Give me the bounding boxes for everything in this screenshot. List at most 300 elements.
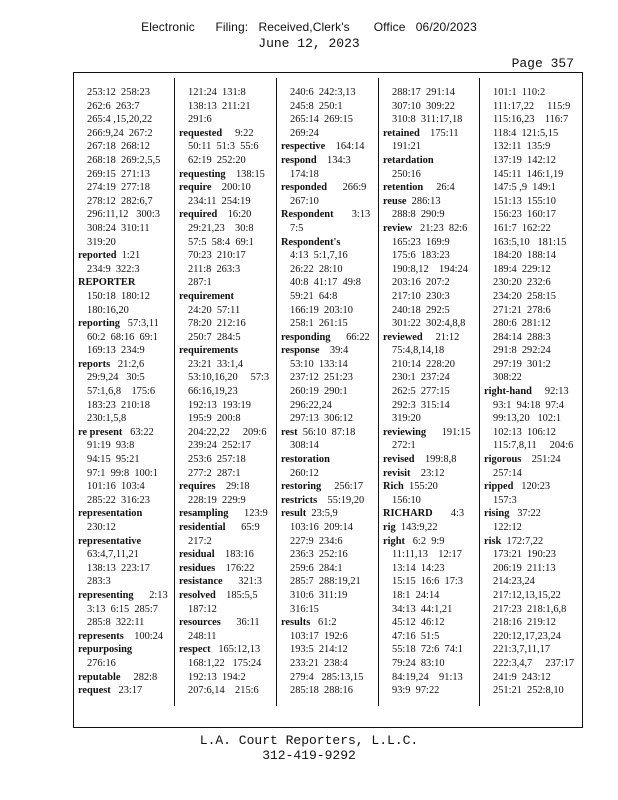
index-reference-line	[383, 630, 477, 644]
index-reference-line	[484, 100, 580, 114]
index-reference-line	[281, 249, 376, 263]
page-line-refs: 278:12 282:6,7	[87, 195, 153, 207]
index-term: representing	[78, 589, 134, 601]
index-term: representation	[78, 508, 143, 520]
page-line-refs: 99:13,20 102:1	[493, 413, 562, 425]
page-line-refs: 23:5,9	[306, 508, 338, 520]
filing-stamp: Electronic Filing: Received,Clerk's Office 06/20/2023	[141, 20, 477, 34]
index-entry	[78, 507, 172, 521]
index-reference-line	[78, 263, 172, 277]
index-reference-line	[179, 236, 274, 250]
index-reference-line	[383, 263, 477, 277]
index-reference-line	[281, 263, 376, 277]
index-reference-line	[179, 86, 274, 100]
index-reference-line	[179, 385, 274, 399]
index-reference-line	[383, 86, 477, 100]
page-line-refs: 240:6 242:3,13	[290, 87, 356, 98]
page-line-refs: 24:20 57:11	[188, 304, 241, 316]
page-line-refs: 250:7 284:5	[188, 331, 241, 343]
index-entry	[179, 562, 274, 576]
index-reference-line	[484, 222, 580, 236]
page-line-refs: 11:11,13 12:17	[392, 549, 462, 561]
page-line-refs: 56:10 87:18	[297, 426, 356, 438]
page-line-refs: 258:1 261:15	[290, 318, 348, 330]
index-reference-line	[484, 657, 580, 671]
index-reference-line	[484, 371, 580, 385]
page-line-refs: 121:24 131:8	[188, 87, 246, 98]
index-term: represents	[78, 630, 124, 642]
index-reference-line	[179, 494, 274, 508]
index-entry	[383, 127, 477, 141]
index-reference-line	[281, 276, 376, 290]
page-line-refs: 262:6 263:7	[87, 100, 140, 112]
index-reference-line	[383, 494, 477, 508]
index-reference-line	[484, 562, 580, 576]
page-line-refs: 271:21 278:6	[493, 304, 551, 316]
index-reference-line	[281, 385, 376, 399]
page-line-refs: 321:3	[222, 576, 262, 588]
page-line-refs: 93:1 94:18 97:4	[493, 399, 565, 411]
page-line-refs: 6:2 9:9	[404, 535, 445, 547]
page-line-refs: 57:3,11	[119, 318, 159, 330]
index-reference-line	[484, 195, 580, 209]
index-term: responded	[281, 182, 328, 194]
index-reference-line	[179, 100, 274, 114]
index-reference-line	[383, 317, 477, 331]
page-line-refs: 269:24	[290, 127, 319, 139]
index-entry	[281, 426, 376, 440]
page-line-refs: 39:4	[319, 345, 349, 357]
page-line-refs: 218:16 219:12	[493, 617, 556, 629]
page-line-refs: 34:13 44:1,21	[392, 603, 453, 615]
page-line-refs: 145:11 146:1,19	[493, 168, 564, 180]
page-line-refs: 277:2 287:1	[188, 467, 241, 479]
page-line-refs: 319:20	[87, 236, 116, 248]
index-reference-line	[484, 127, 580, 141]
index-entry	[78, 630, 172, 644]
index-term: rigorous	[484, 454, 522, 466]
index-term: request	[78, 685, 111, 697]
page-line-refs: 55:18 72:6 74:1	[392, 644, 464, 656]
page-line-refs: 266:9,24 267:2	[87, 127, 153, 139]
index-reference-line	[484, 344, 580, 358]
index-reference-line	[383, 358, 477, 372]
page-line-refs: 185:5,5	[215, 589, 258, 601]
index-reference-line	[484, 643, 580, 657]
index-reference-line	[383, 616, 477, 630]
index-entry	[179, 643, 274, 657]
page-line-refs: 61:2	[310, 617, 337, 629]
page-line-refs: 16:20	[217, 209, 252, 221]
index-reference-line	[281, 535, 376, 549]
page-line-refs: 253:12 258:23	[87, 87, 150, 98]
index-term: Respondent	[281, 209, 334, 221]
index-entry	[179, 521, 274, 535]
page-line-refs: 200:10	[211, 182, 251, 194]
index-entry	[383, 453, 477, 467]
page-line-refs: 292:3 315:14	[392, 399, 450, 411]
page-line-refs: 297:13 306:12	[290, 413, 353, 425]
index-reference-line	[179, 412, 274, 426]
index-term: reviewing	[383, 426, 427, 438]
index-reference-line	[484, 249, 580, 263]
page-line-refs: 285:8 322:11	[87, 617, 145, 629]
index-reference-line	[383, 589, 477, 603]
index-entry	[179, 181, 274, 195]
page-line-refs: 268:18 269:2,5,5	[87, 154, 161, 166]
index-reference-line	[281, 671, 376, 685]
page-line-refs: 18:1 24:14	[392, 589, 440, 601]
page-line-refs: 176:22	[215, 562, 255, 574]
page-line-refs: 164:14	[325, 141, 365, 153]
page-line-refs: 155:20	[403, 481, 438, 493]
index-term: revisit	[383, 467, 411, 479]
index-reference-line	[179, 671, 274, 685]
index-reference-line	[78, 331, 172, 345]
page-line-refs: 57:1,6,8 175:6	[87, 386, 156, 398]
index-reference-line	[484, 276, 580, 290]
index-reference-line	[484, 113, 580, 127]
page-number: Page 357	[511, 56, 574, 71]
page-line-refs: 132:11 135:9	[493, 141, 551, 153]
page-line-refs: 296:22,24	[290, 399, 332, 411]
page-line-refs: 184:20 188:14	[493, 250, 556, 262]
index-reference-line	[484, 426, 580, 440]
page-line-refs: 166:19 203:10	[290, 304, 353, 316]
page-line-refs: 40:8 41:17 49:8	[290, 277, 362, 289]
page-line-refs: 193:5 214:12	[290, 644, 348, 656]
index-reference-line	[484, 236, 580, 250]
page-line-refs: 285:18 288:16	[290, 685, 353, 697]
index-reference-line	[78, 494, 172, 508]
index-term: requested	[179, 127, 223, 139]
index-entry	[281, 616, 376, 630]
page-line-refs: 307:10 309:22	[392, 100, 455, 112]
page-line-refs: 316:15	[290, 603, 319, 615]
page-line-refs: 245:8 250:1	[290, 100, 343, 112]
index-entry	[484, 453, 580, 467]
index-reference-line	[484, 589, 580, 603]
page-line-refs: 239:24 252:17	[188, 440, 251, 452]
index-reference-line	[383, 439, 477, 453]
index-term: rest	[281, 426, 298, 438]
index-entry	[281, 331, 376, 345]
index-reference-line	[383, 399, 477, 413]
page-line-refs: 260:12	[290, 467, 319, 479]
index-reference-line	[383, 643, 477, 657]
index-reference-line	[78, 399, 172, 413]
index-reference-line	[78, 100, 172, 114]
index-reference-line	[484, 671, 580, 685]
index-term: REPORTER	[78, 277, 136, 289]
index-reference-line	[484, 603, 580, 617]
index-entry	[281, 480, 376, 494]
page-line-refs: 63:4,7,11,21	[87, 549, 139, 561]
page-line-refs: 241:9 243:12	[493, 671, 551, 683]
index-reference-line	[78, 439, 172, 453]
index-reference-line	[383, 385, 477, 399]
page-line-refs: 262:5 277:15	[392, 386, 450, 398]
page-line-refs: 66:16,19,23	[188, 386, 238, 398]
index-reference-line	[281, 399, 376, 413]
page-line-refs: 7:5	[290, 222, 304, 234]
page-line-refs: 143:9,22	[395, 522, 438, 533]
page-line-refs: 266:9	[327, 182, 367, 194]
index-term: resolved	[179, 589, 216, 601]
page-line-refs: 210:14 228:20	[392, 358, 455, 370]
index-entry	[383, 426, 477, 440]
index-reference-line	[78, 140, 172, 154]
page-line-refs: 103:16 209:14	[290, 522, 353, 533]
index-entry	[484, 535, 580, 549]
index-term: rig	[383, 522, 396, 533]
page-line-refs: 91:19 93:8	[87, 440, 135, 452]
page-line-refs: 21:12	[422, 331, 460, 343]
index-reference-line	[78, 181, 172, 195]
index-entry	[383, 507, 477, 521]
index-reference-line	[179, 140, 274, 154]
index-reference-line	[78, 467, 172, 481]
index-term: reuse	[383, 195, 407, 207]
index-column-5	[484, 86, 580, 708]
index-entry	[78, 589, 172, 603]
index-reference-line	[484, 154, 580, 168]
index-entry	[78, 671, 172, 685]
index-reference-line	[383, 684, 477, 698]
index-term: right	[383, 535, 405, 547]
index-term: requirement	[179, 290, 235, 302]
index-entry	[78, 535, 172, 549]
index-term: respective	[281, 141, 326, 153]
page-line-refs: 102:13 106:12	[493, 426, 556, 438]
index-entry	[179, 127, 274, 141]
index-reference-line	[484, 208, 580, 222]
index-reference-line	[281, 467, 376, 481]
index-entry	[281, 208, 376, 222]
page-line-refs: 191:21	[392, 141, 421, 153]
index-reference-line	[383, 304, 477, 318]
index-reference-line	[78, 562, 172, 576]
index-reference-line	[179, 453, 274, 467]
index-term: resistance	[179, 576, 223, 588]
page-line-refs: 230:20 232:6	[493, 277, 551, 289]
index-term: review	[383, 222, 413, 234]
page-line-refs: 65:9	[225, 522, 260, 533]
index-term: reputable	[78, 671, 121, 683]
index-term: representative	[78, 535, 142, 547]
index-reference-line	[281, 630, 376, 644]
page-line-refs: 230:1 237:24	[392, 372, 450, 384]
index-reference-line	[179, 154, 274, 168]
index-entry	[179, 480, 274, 494]
index-entry	[179, 208, 274, 222]
page-line-refs: 151:13 155:10	[493, 195, 556, 207]
page-line-refs: 279:4 285:13,15	[290, 671, 364, 683]
index-reference-line	[281, 562, 376, 576]
index-reference-line	[281, 657, 376, 671]
index-reference-line	[78, 290, 172, 304]
index-reference-line	[281, 168, 376, 182]
index-reference-line	[179, 331, 274, 345]
index-reference-line	[281, 684, 376, 698]
page-line-refs: 310:6 311:19	[290, 589, 348, 601]
index-reference-line	[281, 358, 376, 372]
index-entry	[281, 453, 376, 467]
index-reference-line	[179, 371, 274, 385]
index-entry	[179, 548, 274, 562]
page-line-refs: 291:6	[188, 114, 212, 126]
index-entry	[281, 154, 376, 168]
index-reference-line	[78, 127, 172, 141]
index-entry	[383, 154, 477, 168]
index-reference-line	[484, 439, 580, 453]
index-reference-line	[281, 290, 376, 304]
page-line-refs: 282:8	[120, 671, 158, 683]
page-line-refs: 286:13	[406, 195, 441, 207]
index-entry	[383, 467, 477, 481]
index-entry	[179, 589, 274, 603]
page-line-refs: 189:4 229:12	[493, 263, 551, 275]
index-reference-line	[78, 113, 172, 127]
index-column-2	[179, 86, 274, 708]
page-line-refs: 165:23 169:9	[392, 236, 450, 248]
index-entry	[179, 344, 274, 358]
page-line-refs: 236:3 252:16	[290, 549, 348, 561]
index-reference-line	[179, 399, 274, 413]
index-entry	[281, 507, 376, 521]
page-line-refs: 15:15 16:6 17:3	[392, 576, 464, 588]
index-reference-line	[484, 331, 580, 345]
index-reference-line	[484, 575, 580, 589]
page-line-refs: 29:21,23 30:8	[188, 222, 254, 234]
index-term: restoring	[281, 481, 322, 493]
index-term: reported	[78, 250, 117, 262]
page-line-refs: 204:22,22 209:6	[188, 426, 267, 438]
index-entry	[78, 358, 172, 372]
index-reference-line	[484, 317, 580, 331]
index-reference-line	[78, 521, 172, 535]
page-line-refs: 206:19 211:13	[493, 562, 556, 574]
page-line-refs: 29:18	[215, 481, 250, 493]
index-reference-line	[484, 630, 580, 644]
column-divider	[174, 78, 175, 706]
index-reference-line	[281, 371, 376, 385]
index-reference-line	[281, 304, 376, 318]
index-term: requirements	[179, 345, 239, 357]
index-reference-line	[281, 643, 376, 657]
page-line-refs: 248:11	[188, 630, 217, 642]
page-line-refs: 250:16	[392, 168, 421, 180]
page-line-refs: 93:9 97:22	[392, 685, 440, 697]
index-column-4	[383, 86, 477, 708]
index-reference-line	[281, 113, 376, 127]
index-reference-line	[281, 589, 376, 603]
index-entry	[383, 331, 477, 345]
index-reference-line	[78, 371, 172, 385]
index-term: response	[281, 345, 320, 357]
index-reference-line	[78, 575, 172, 589]
index-reference-line	[484, 168, 580, 182]
page-line-refs: 190:8,12 194:24	[392, 263, 468, 275]
index-reference-line	[383, 100, 477, 114]
index-reference-line	[78, 616, 172, 630]
index-reference-line	[179, 276, 274, 290]
page-line-refs: 310:8 311:17,18	[392, 114, 463, 126]
page-line-refs: 47:16 51:5	[392, 630, 440, 642]
index-entry	[78, 317, 172, 331]
index-reference-line	[179, 195, 274, 209]
page-line-refs: 156:10	[392, 494, 421, 506]
page-line-refs: 156:23 160:17	[493, 209, 556, 221]
page-line-refs: 291:8 292:24	[493, 345, 551, 357]
page-line-refs: 240:18 292:5	[392, 304, 450, 316]
index-reference-line	[281, 86, 376, 100]
page-line-refs: 228:19 229:9	[188, 494, 246, 506]
page-line-refs: 53:10 133:14	[290, 358, 348, 370]
index-reference-line	[484, 290, 580, 304]
page-line-refs: 221:3,7,11,17	[493, 644, 551, 656]
page-line-refs: 163:5,10 181:15	[493, 236, 567, 248]
page-line-refs: 75:4,8,14,18	[392, 345, 445, 357]
page-line-refs: 9:22	[222, 127, 254, 139]
page-line-refs: 288:8 290:9	[392, 209, 445, 221]
page-line-refs: 267:18 268:12	[87, 141, 150, 153]
index-reference-line	[383, 671, 477, 685]
index-term: require	[179, 182, 212, 194]
index-reference-line	[179, 304, 274, 318]
index-reference-line	[484, 616, 580, 630]
index-reference-line	[78, 385, 172, 399]
page-line-refs: 118:4 121:5,15	[493, 127, 559, 139]
index-term: RICHARD	[383, 508, 433, 520]
page-line-refs: 269:15 271:13	[87, 168, 150, 180]
page-line-refs: 120:23	[513, 481, 551, 493]
index-term: repurposing	[78, 644, 133, 656]
index-term: retained	[383, 127, 420, 139]
index-reference-line	[281, 100, 376, 114]
page-line-refs: 183:23 210:18	[87, 399, 150, 411]
page-line-refs: 115:7,8,11 204:6	[493, 440, 574, 452]
index-reference-line	[179, 657, 274, 671]
page-line-refs: 97:1 99:8 100:1	[87, 467, 159, 479]
page-line-refs: 199:8,8	[414, 454, 457, 466]
index-reference-line	[78, 168, 172, 182]
index-entry	[78, 276, 172, 290]
index-term: re present	[78, 426, 123, 438]
index-reference-line	[484, 521, 580, 535]
page-line-refs: 234:9 322:3	[87, 263, 140, 275]
index-entry	[281, 344, 376, 358]
index-term: responding	[281, 331, 331, 343]
reporter-phone: 312-419-9292	[262, 748, 356, 763]
index-term: revised	[383, 454, 415, 466]
page-line-refs: 103:17 192:6	[290, 630, 348, 642]
page-line-refs: 308:24 310:11	[87, 222, 150, 234]
index-reference-line	[383, 575, 477, 589]
page-line-refs: 50:11 51:3 55:6	[188, 141, 259, 153]
index-reference-line	[179, 263, 274, 277]
index-reference-line	[484, 399, 580, 413]
page-line-refs: 234:20 258:15	[493, 290, 556, 302]
index-reference-line	[179, 684, 274, 698]
page-line-refs: 1:21	[116, 250, 141, 262]
index-reference-line	[78, 304, 172, 318]
page-line-refs: 101:1 110:2	[493, 87, 546, 98]
page-line-refs: 63:22	[122, 426, 154, 438]
page-line-refs: 284:14 288:3	[493, 331, 551, 343]
index-entry	[179, 507, 274, 521]
page-line-refs: 134:3	[316, 154, 351, 166]
